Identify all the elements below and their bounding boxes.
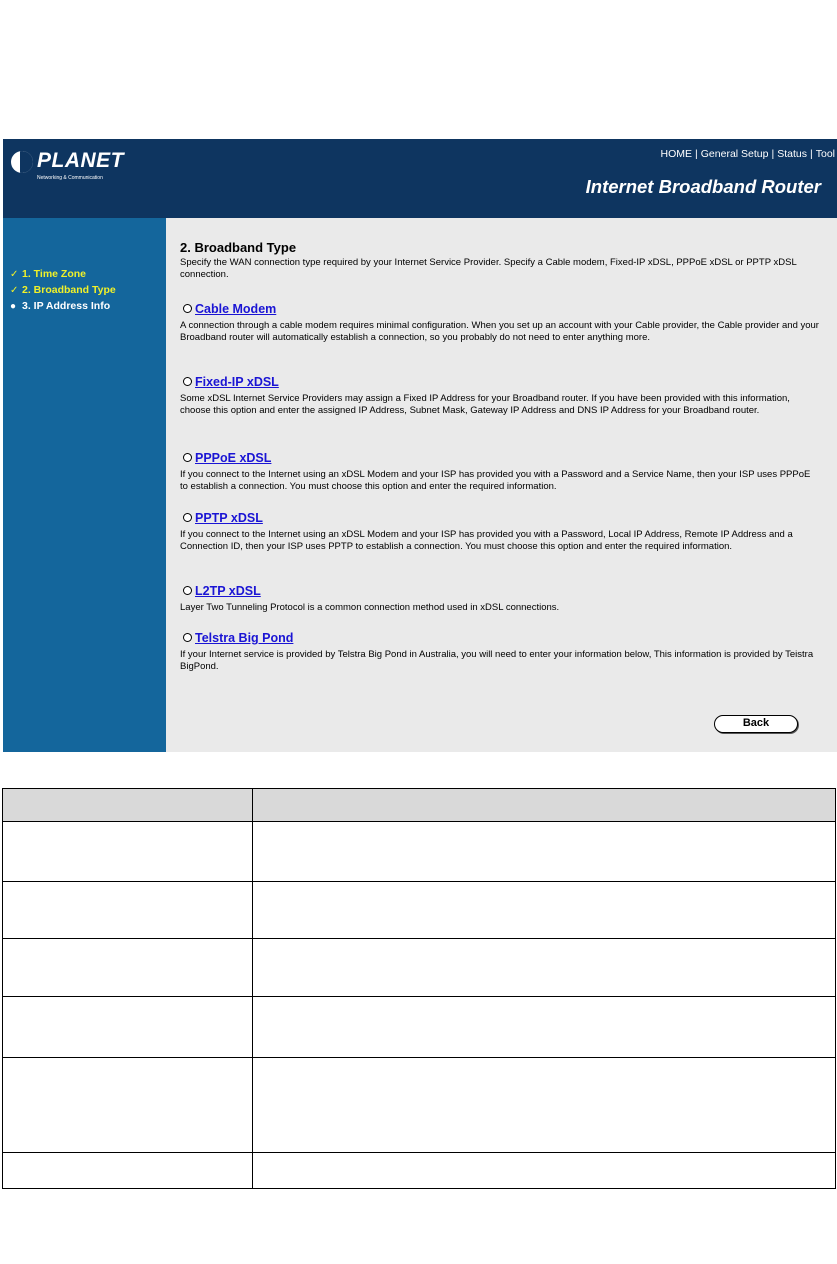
table-row: [3, 1153, 836, 1189]
nav-general-setup-link[interactable]: General Setup: [700, 148, 769, 160]
option-description: Some xDSL Internet Service Providers may assign a Fixed IP Address for your Broadband router. If you have been provided with this information, choose this option and enter the assigned IP Address, Subnet Mask, Gateway IP Address and DNS IP Address for your Broadband router.: [180, 393, 790, 416]
option-description: If you connect to the Internet using an xDSL Modem and your ISP has provided you with a Password and a Service Name, then your ISP uses PPPoE to establish a connection. You must choose this option and enter the required information.: [180, 469, 811, 492]
checkmark-icon: ✓: [10, 269, 19, 280]
option-cable-modem: [180, 300, 820, 343]
radio-pptp-xdsl[interactable]: [183, 513, 192, 522]
sidebar-item-label: 2. Broadband Type: [22, 284, 116, 296]
option-telstra-big-pond: [180, 629, 820, 672]
option-label-pppoe-xdsl[interactable]: PPPoE xDSL: [195, 451, 272, 465]
sidebar-item-time-zone[interactable]: [10, 268, 86, 280]
nav-status-link[interactable]: Status: [777, 148, 807, 160]
back-button[interactable]: Back: [714, 715, 798, 733]
wizard-sidebar: [3, 218, 166, 752]
planet-logo-icon: [11, 151, 33, 173]
table-cell: [3, 1058, 253, 1153]
table-row: [3, 822, 836, 882]
product-title: Internet Broadband Router: [585, 176, 821, 197]
top-nav: HOME | General Setup | Status | Tool: [660, 148, 835, 160]
table-cell: [3, 939, 253, 997]
option-pppoe-xdsl: [180, 449, 820, 492]
radio-fixed-ip-xdsl[interactable]: [183, 377, 192, 386]
table-cell: [3, 1153, 253, 1189]
table-cell: [253, 939, 836, 997]
radio-pppoe-xdsl[interactable]: [183, 453, 192, 462]
radio-telstra-big-pond[interactable]: [183, 633, 192, 642]
option-pptp-xdsl: [180, 509, 820, 552]
page-title: 2. Broadband Type: [180, 240, 297, 255]
table-cell: [253, 1058, 836, 1153]
option-label-pptp-xdsl[interactable]: PPTP xDSL: [195, 511, 263, 525]
page-description: Specify the WAN connection type required by your Internet Service Provider. Specify a Cable modem, Fixed-IP xDSL, PPPoE xDSL or PPTP xDSL connection.: [180, 257, 797, 280]
table-row: [3, 882, 836, 939]
option-label-fixed-ip-xdsl[interactable]: Fixed-IP xDSL: [195, 375, 279, 389]
brand-name: PLANET: [37, 149, 124, 172]
table-header-row: [3, 789, 836, 822]
router-web-ui: [3, 139, 837, 752]
option-label-l2tp-xdsl[interactable]: L2TP xDSL: [195, 584, 261, 598]
parameter-description-table: [2, 788, 836, 1189]
table-cell: [3, 882, 253, 939]
table-row: [3, 939, 836, 997]
table-cell: [3, 997, 253, 1058]
planet-logo: [11, 149, 161, 189]
sidebar-item-label: 3. IP Address Info: [22, 300, 111, 312]
header-bar: [3, 139, 837, 218]
sidebar-item-broadband-type[interactable]: [10, 284, 116, 296]
option-description: If your Internet service is provided by Telstra Big Pond in Australia, you will need to enter your information below, This information is provided by Teistra BigPond.: [180, 649, 814, 672]
checkmark-icon: ✓: [10, 285, 19, 296]
table-header-cell: [253, 789, 836, 822]
table-row: [3, 997, 836, 1058]
option-label-telstra-big-pond[interactable]: Telstra Big Pond: [195, 631, 294, 645]
table-cell: [253, 822, 836, 882]
main-content: [166, 218, 837, 752]
bullet-icon: ●: [10, 301, 17, 312]
table-cell: [253, 1153, 836, 1189]
option-l2tp-xdsl: [180, 582, 820, 614]
sidebar-item-ip-address-info[interactable]: [10, 300, 110, 312]
table-header-cell: [3, 789, 253, 822]
nav-home-link[interactable]: HOME: [660, 148, 693, 160]
option-description: If you connect to the Internet using an xDSL Modem and your ISP has provided you with a Password, Local IP Address, Remote IP Address and a Connection ID, then your ISP uses PPTP to establish a connection. You must choose this option and enter the required information.: [180, 529, 793, 552]
table-cell: [253, 997, 836, 1058]
radio-l2tp-xdsl[interactable]: [183, 586, 192, 595]
option-description: Layer Two Tunneling Protocol is a common connection method used in xDSL connections.: [180, 602, 560, 613]
option-fixed-ip-xdsl: [180, 373, 820, 416]
nav-tool-link[interactable]: Tool: [815, 148, 835, 160]
table-cell: [3, 822, 253, 882]
table-row: [3, 1058, 836, 1153]
radio-cable-modem[interactable]: [183, 304, 192, 313]
sidebar-item-label: 1. Time Zone: [22, 268, 86, 280]
option-label-cable-modem[interactable]: Cable Modem: [195, 302, 277, 316]
brand-tagline: Networking & Communication: [37, 175, 103, 181]
option-description: A connection through a cable modem requires minimal configuration. When you set up an account with your Cable provider, the Cable provider and your Broadband router will automatically establish a connection, so you probably do not need to enter anything more.: [180, 320, 819, 343]
table-cell: [253, 882, 836, 939]
